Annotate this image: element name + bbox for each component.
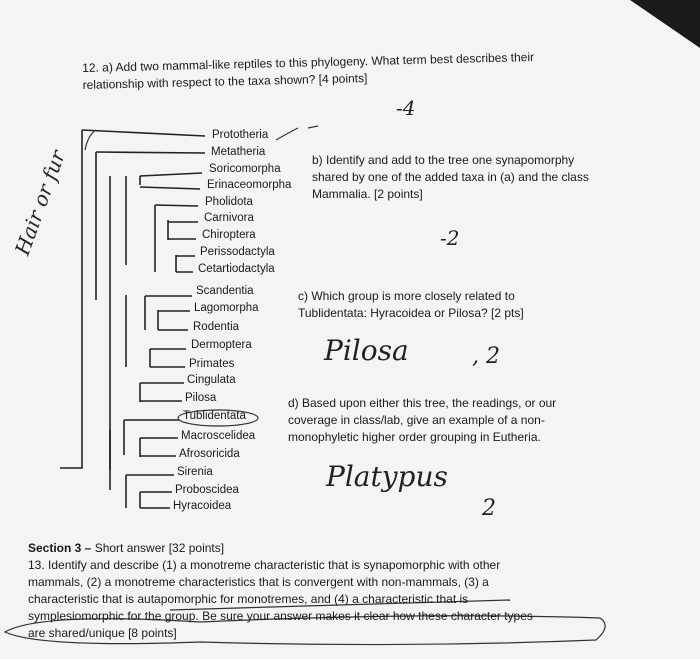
taxon-label: Pilosa xyxy=(185,392,217,404)
section-3-heading-rest: Short answer [32 points] xyxy=(91,541,225,555)
question-12a-line1: 12. a) Add two mammal-like reptiles to this phylogeny. What term best describes their xyxy=(82,49,535,75)
taxon-label: Carnivora xyxy=(204,212,254,224)
section-3 xyxy=(28,540,533,642)
taxon-label: Lagomorpha xyxy=(194,302,259,314)
taxon-label: Macroscelidea xyxy=(181,430,256,442)
question-13-line4: symplesiomorphic for the group. Be sure your answer makes it clear how these character types xyxy=(28,609,533,623)
taxon-label: Dermoptera xyxy=(191,339,252,351)
question-13-line5: are shared/unique [8 points] xyxy=(28,626,177,640)
taxon-label: Metatheria xyxy=(211,146,266,158)
question-12c-line2: Tublidentata: Hyracoidea or Pilosa? [2 pts] xyxy=(298,306,524,320)
taxon-label: Erinaceomorpha xyxy=(207,179,292,191)
question-12c xyxy=(298,288,524,322)
taxon-label: Primates xyxy=(189,358,235,370)
question-12c-line1: c) Which group is more closely related to xyxy=(298,289,515,303)
question-12d xyxy=(288,395,556,446)
question-12d-line1: d) Based upon either this tree, the readings, or our xyxy=(288,396,557,410)
taxon-label: Hyracoidea xyxy=(173,500,232,512)
question-13-line3: characteristic that is autapomorphic for monotremes, and (4) a characteristic that is xyxy=(28,592,469,606)
taxon-label: Scandentia xyxy=(196,285,254,297)
section-3-heading: Section 3 – xyxy=(28,541,92,555)
handwritten-score-a: -4 xyxy=(396,96,416,120)
taxon-label: Afrosoricida xyxy=(179,448,240,460)
taxon-label: Sirenia xyxy=(177,466,213,478)
handwritten-score-c: , 2 xyxy=(472,344,500,369)
question-12d-line3: monophyletic higher order grouping in Eutheria. xyxy=(288,430,541,444)
taxon-label: Cetartiodactyla xyxy=(198,263,275,275)
taxon-label: Cingulata xyxy=(187,374,236,386)
question-13-line1: 13. Identify and describe (1) a monotreme characteristic that is synapomorphic with other xyxy=(28,558,501,572)
taxon-label: Proboscidea xyxy=(175,484,239,496)
taxon-label: Chiroptera xyxy=(202,229,256,241)
section-3-heading-row xyxy=(28,540,533,557)
taxon-label: Tublidentata xyxy=(183,410,246,422)
taxon-label: Soricomorpha xyxy=(209,163,281,175)
taxon-label: Perissodactyla xyxy=(200,246,275,258)
handwritten-answer-d: Platypus xyxy=(326,460,448,493)
taxon-label: Pholidota xyxy=(205,196,253,208)
question-12a-line2: relationship with respect to the taxa shown? [4 points] xyxy=(82,71,368,92)
question-12b xyxy=(312,152,589,203)
handwritten-answer-c: Pilosa xyxy=(324,334,409,367)
question-13-line2: mammals, (2) a monotreme characteristics that is convergent with non-mammals, (3) a xyxy=(28,575,489,589)
handwritten-score-d: 2 xyxy=(482,496,496,521)
handwritten-margin-note: Hair or fur xyxy=(10,147,70,259)
question-12b-line3: Mammalia. [2 points] xyxy=(312,187,423,201)
taxon-label: Rodentia xyxy=(193,321,240,333)
handwritten-score-b: -2 xyxy=(440,226,460,250)
question-12d-line2: coverage in class/lab, give an example of a non- xyxy=(288,413,545,427)
question-12b-line1: b) Identify and add to the tree one synapomorphy xyxy=(312,153,575,167)
question-12b-line2: shared by one of the added taxa in (a) and the class xyxy=(312,170,589,184)
taxon-label: Prototheria xyxy=(212,129,269,141)
